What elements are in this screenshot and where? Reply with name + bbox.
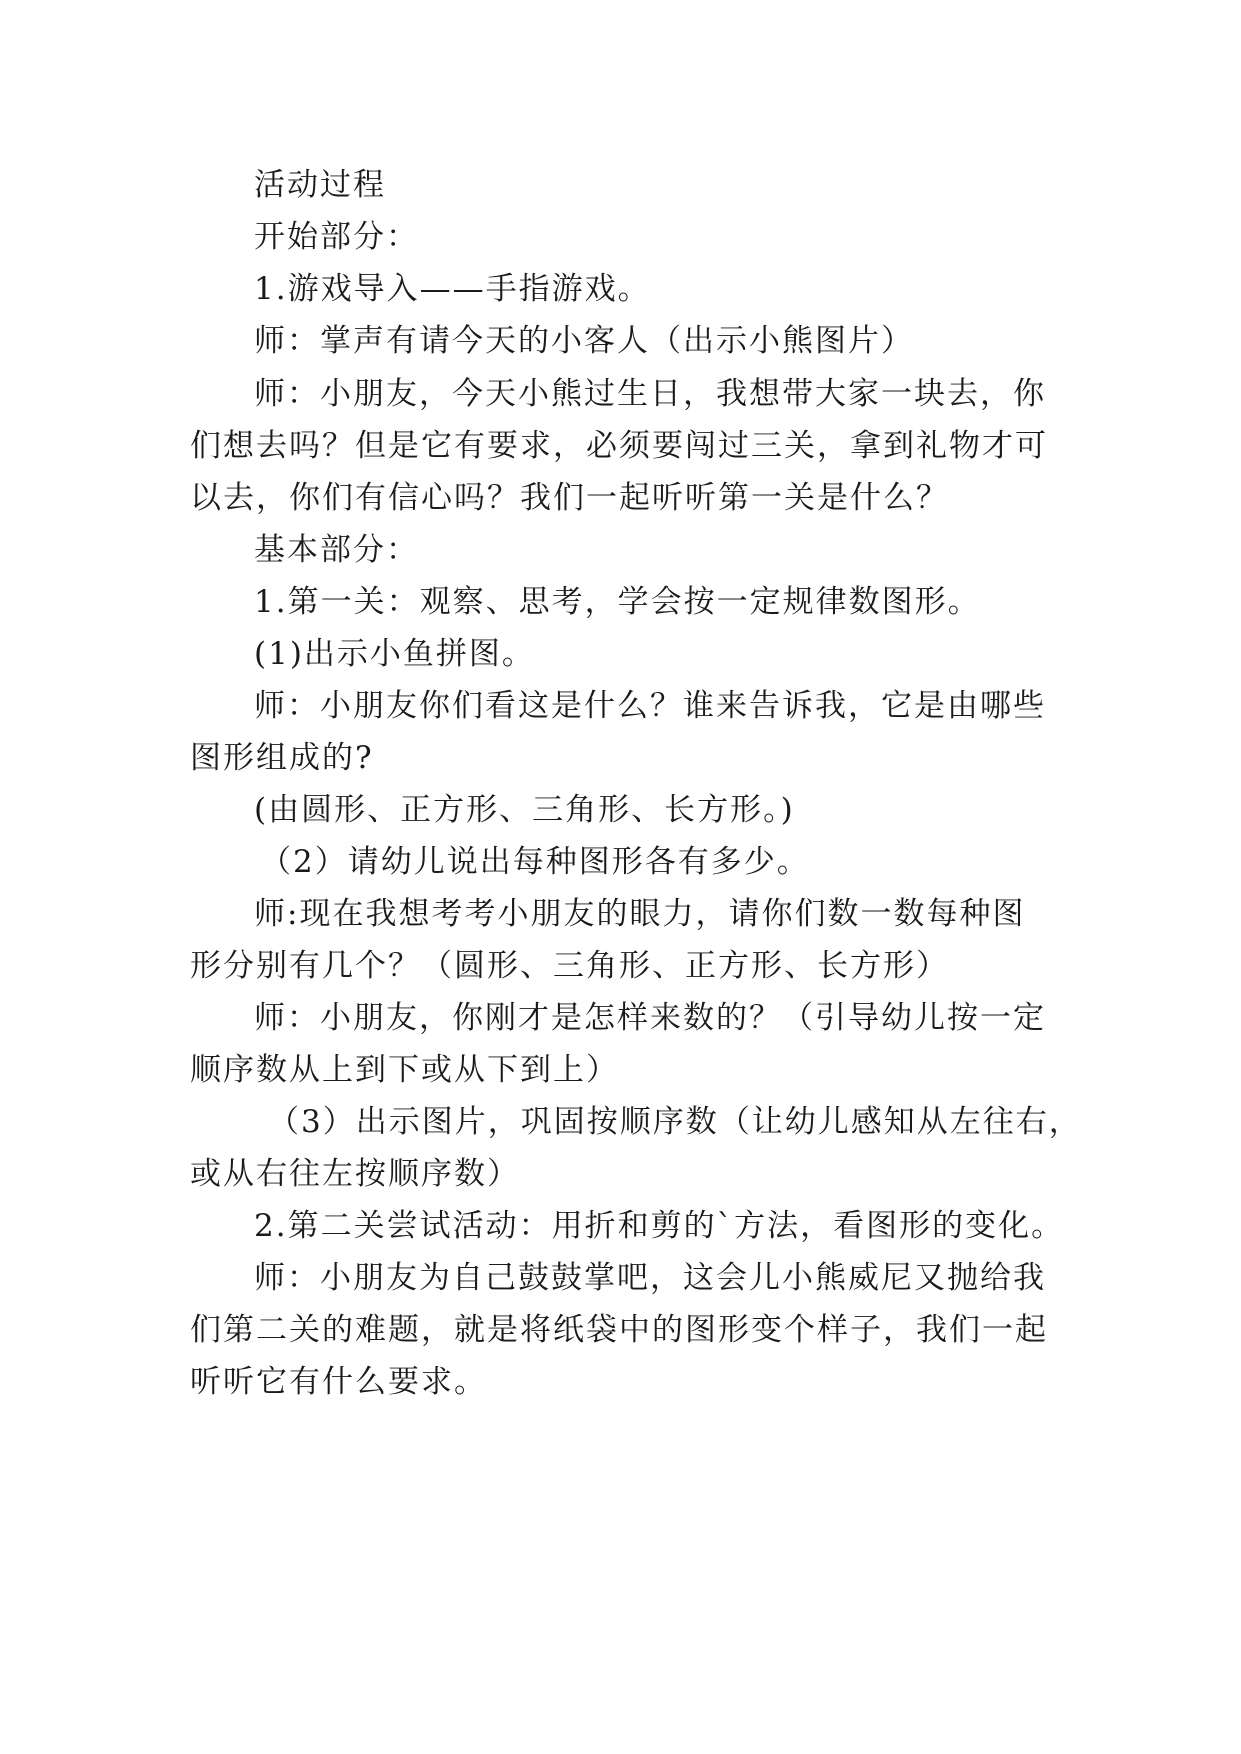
paragraph-line: 2.第二关尝试活动：用折和剪的`方法，看图形的变化。 xyxy=(254,1208,1065,1244)
paragraph-line: 师：小朋友，你刚才是怎样来数的？（引导幼儿按一定 xyxy=(254,1000,1046,1036)
paragraph-line: 以去，你们有信心吗？我们一起听听第一关是什么？ xyxy=(190,480,949,516)
paragraph-line: （2）请幼儿说出每种图形各有多少。 xyxy=(260,844,810,880)
paragraph-line: 们想去吗？但是它有要求，必须要闯过三关，拿到礼物才可 xyxy=(190,428,1048,464)
heading-basic-section: 基本部分： xyxy=(254,532,419,568)
paragraph-line: 师：小朋友你们看这是什么？谁来告诉我，它是由哪些 xyxy=(254,688,1046,724)
paragraph-line: 1.游戏导入——手指游戏。 xyxy=(254,271,651,307)
paragraph-line: 们第二关的难题，就是将纸袋中的图形变个样子，我们一起 xyxy=(190,1312,1048,1348)
paragraph-line: 师：掌声有请今天的小客人（出示小熊图片） xyxy=(254,323,914,359)
heading-activity-process: 活动过程 xyxy=(254,167,386,203)
paragraph-line: 师:现在我想考考小朋友的眼力，请你们数一数每种图 xyxy=(254,896,1026,932)
paragraph-line: 图形组成的? xyxy=(190,740,374,776)
paragraph-line: 听听它有什么要求。 xyxy=(190,1364,487,1400)
paragraph-line: (1)出示小鱼拼图。 xyxy=(254,636,535,672)
paragraph-line: 形分别有几个？（圆形、三角形、正方形、长方形） xyxy=(190,948,949,984)
heading-opening-section: 开始部分： xyxy=(254,219,419,255)
paragraph-line: 师：小朋友为自己鼓鼓掌吧，这会儿小熊威尼又抛给我 xyxy=(254,1260,1046,1296)
paragraph-line: 顺序数从上到下或从下到上） xyxy=(190,1052,619,1088)
paragraph-line: 师：小朋友，今天小熊过生日，我想带大家一块去，你 xyxy=(254,376,1046,412)
paragraph-line: 1.第一关：观察、思考，学会按一定规律数图形。 xyxy=(254,584,981,620)
paragraph-line: （3）出示图片，巩固按顺序数（让幼儿感知从左往右， xyxy=(268,1104,1082,1140)
paragraph-line: (由圆形、正方形、三角形、长方形。) xyxy=(254,792,795,828)
paragraph-line: 或从右往左按顺序数） xyxy=(190,1156,520,1192)
